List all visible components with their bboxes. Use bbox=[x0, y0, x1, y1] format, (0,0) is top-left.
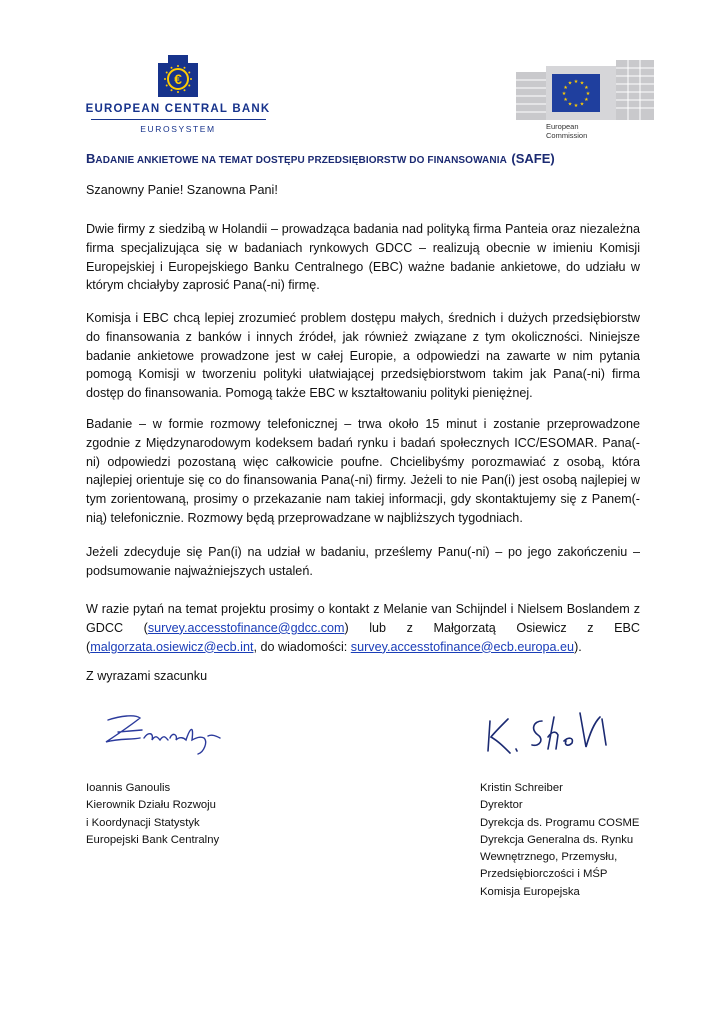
signatory-right bbox=[480, 780, 639, 901]
signatory-name: Kristin Schreiber bbox=[480, 782, 563, 794]
greeting: Szanowny Panie! Szanowna Pani! bbox=[86, 183, 278, 197]
title-acronym: (SAFE) bbox=[511, 151, 555, 166]
svg-text:★: ★ bbox=[584, 97, 589, 103]
ecb-email-link[interactable]: malgorzata.osiewicz@ecb.int bbox=[90, 639, 254, 654]
signatory-role: Dyrekcja ds. Programu COSME bbox=[480, 816, 640, 829]
signatory-name: Ioannis Ganoulis bbox=[86, 782, 171, 794]
ec-name-line1: European bbox=[546, 122, 579, 131]
svg-text:★: ★ bbox=[584, 85, 589, 91]
svg-text:★: ★ bbox=[573, 103, 579, 109]
ecb-name: EUROPEAN CENTRAL BANK bbox=[85, 103, 271, 115]
contact-text-d: ). bbox=[574, 639, 582, 654]
svg-text:★: ★ bbox=[567, 101, 573, 108]
title-text: ADANIE ANKIETOWE NA TEMAT DOSTĘPU PRZEDSIĘBIORSTW DO FINANSOWANIA bbox=[95, 155, 507, 166]
title-initial: B bbox=[86, 151, 96, 166]
signatory-left bbox=[86, 780, 219, 849]
svg-text:★: ★ bbox=[579, 101, 585, 108]
signatory-role: Wewnętrznego, Przemysłu, bbox=[480, 851, 618, 864]
paragraph-purpose: Komisja i EBC chcą lepiej zrozumieć problem dostępu małych, średnich i dużych przedsiębiorstw do finansowania z banków i innych źródeł, jak również związane z tym okoliczności. Niniejsze badanie ankietowe prowadzone jest w całej Europie, a odpowiedzi na zawarte w nim pytania pomogą Komisji w tworzeniu polityki ułatwiającej przedsiębiorstwom takim jak Pana(-ni) firma dostęp do finansowania. Pomogą także EBC w kształtowaniu polityki pieniężnej. bbox=[86, 311, 640, 401]
ecb-divider bbox=[91, 119, 266, 120]
paragraph-summary: Jeżeli zdecyduje się Pan(i) na udział w badaniu, prześlemy Panu(-ni) – po jego zakończeniu – podsumowanie najważniejszych ustaleń. bbox=[86, 545, 640, 578]
ecb-emblem-icon bbox=[148, 55, 208, 97]
contact-text-a: W razie pytań na temat projektu prosimy o kontakt z Melanie van Schijndel i Nielsem Boslandem z GDCC ( bbox=[86, 602, 640, 635]
svg-text:★: ★ bbox=[567, 80, 573, 87]
contact-text-c: , do wiadomości: bbox=[253, 639, 351, 654]
ecb-subtitle: EUROSYSTEM bbox=[140, 124, 216, 134]
signatory-role: Kierownik Działu Rozwoju bbox=[86, 799, 216, 812]
paragraph-contact bbox=[86, 600, 640, 656]
gdcc-email-link[interactable]: survey.accesstofinance@gdcc.com bbox=[147, 620, 345, 635]
ec-logo bbox=[516, 52, 654, 142]
document-title bbox=[86, 150, 646, 168]
svg-text:★: ★ bbox=[563, 85, 568, 91]
signatory-institution: Europejski Bank Centralny bbox=[86, 833, 220, 846]
signatory-role: Przedsiębiorczości i MŚP bbox=[480, 868, 608, 881]
paragraph-interview: Badanie – w formie rozmowy telefonicznej – trwa około 15 minut i zostanie przeprowadzone zgodnie z Międzynarodowym kodeksem badań rynku i badań społecznych ICC/ESOMAR. Pana(-ni) odpowiedzi pozostaną więc całkowicie poufne. Chcielibyśmy porozmawiać z osobą, która najlepiej orientuje się co do finansowania Pana(-ni) firmy. Jeżeli to nie Pan(i) jest osobą najlepiej w tym zorientowaną, prosimy o przekazanie nam takiej informacji, gdy skontaktujemy się z Panem(-nią) telefonicznie. Rozmowy będą przeprowadzane w najbliższych tygodniach. bbox=[86, 417, 640, 525]
ec-name-line2: Commission bbox=[546, 131, 588, 140]
signature-left bbox=[100, 708, 230, 758]
svg-text:€: € bbox=[174, 71, 182, 87]
svg-text:★: ★ bbox=[563, 97, 568, 103]
contact-text-b: ) lub z Małgorzatą Osiewicz z EBC ( bbox=[86, 620, 640, 654]
paragraph-intro: Dwie firmy z siedzibą w Holandii – prowadząca badania nad polityką firma Panteia oraz niezależna firma specjalizująca się w badaniach rynkowych GDCC – realizują obecnie w imieniu Komisji Europejskiej i Europejskiego Banku Centralnego (EBC) ważne badanie ankietowe, do udziału w którym chciałyby zaprosić Pana(-ni) firmę. bbox=[86, 222, 640, 293]
signature-right bbox=[482, 703, 632, 763]
svg-text:★: ★ bbox=[579, 80, 585, 87]
svg-text:★: ★ bbox=[573, 79, 579, 85]
closing: Z wyrazami szacunku bbox=[86, 669, 208, 683]
ec-name bbox=[546, 122, 587, 140]
signatory-role: Dyrektor bbox=[480, 799, 523, 812]
svg-text:★: ★ bbox=[585, 91, 591, 97]
signatory-role: i Koordynacji Statystyk bbox=[86, 816, 200, 829]
signatory-institution: Komisja Europejska bbox=[480, 885, 580, 898]
signatory-role: Dyrekcja Generalna ds. Rynku bbox=[480, 833, 634, 846]
ecb-survey-email-link[interactable]: survey.accesstofinance@ecb.europa.eu bbox=[350, 639, 575, 654]
svg-text:★: ★ bbox=[561, 91, 567, 97]
ecb-logo bbox=[78, 55, 278, 134]
